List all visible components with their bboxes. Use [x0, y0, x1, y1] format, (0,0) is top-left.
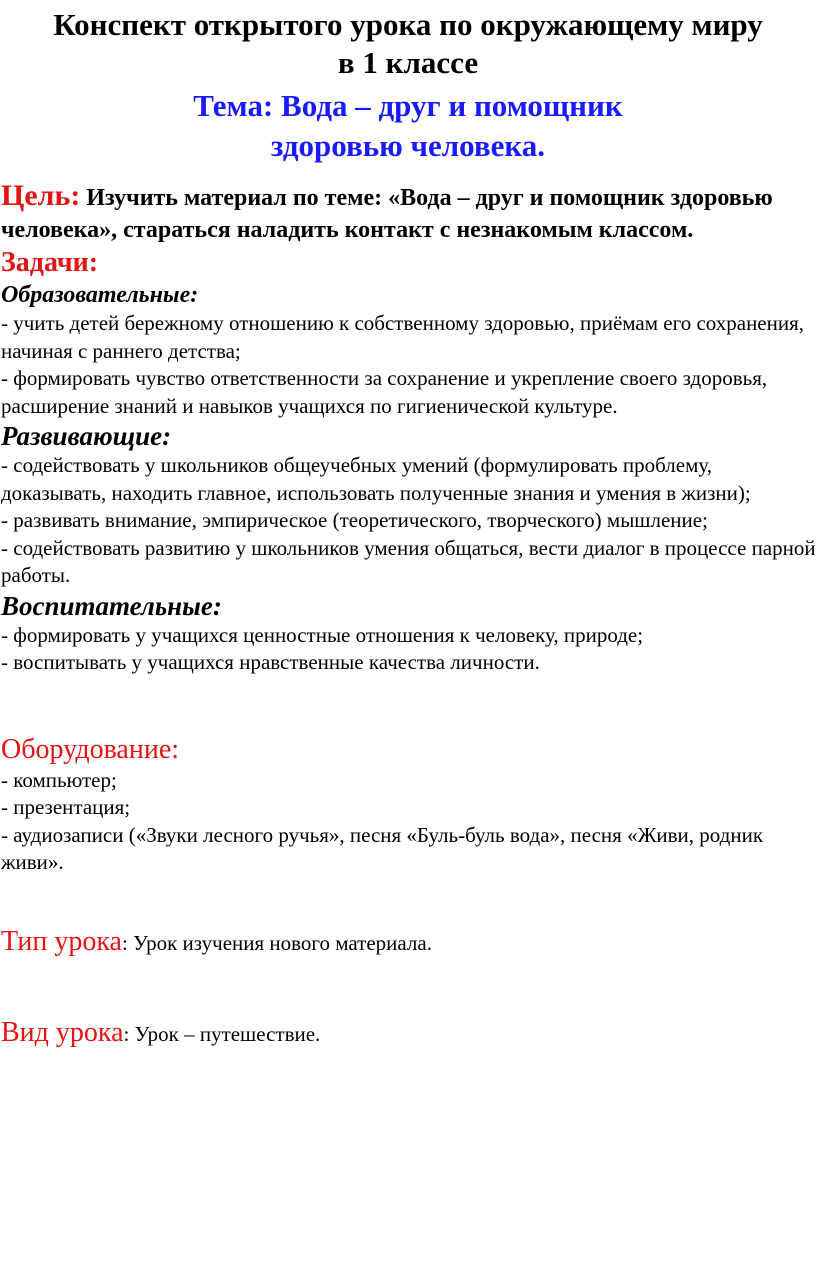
- equipment-heading: Оборудование:: [1, 733, 180, 765]
- list-item: - презентация;: [1, 795, 131, 819]
- list-item: - компьютер;: [1, 767, 117, 792]
- spacer: [0, 960, 816, 1016]
- document-title: [0, 0, 816, 82]
- goal-text: Изучить материал по теме: «Вода – друг и помощник здоровью человека», стараться наладить контакт с незнакомым классом.: [1, 185, 773, 243]
- topic-line-1: Тема: Вода – друг и помощник: [193, 88, 623, 123]
- list-item: - формировать у учащихся ценностные отношения к человеку, природе;: [1, 622, 644, 647]
- list-item: - учить детей бережному отношению к собственному здоровью, приёмам его сохранения, начиная с раннего детства;: [1, 311, 805, 363]
- spacer: [0, 677, 816, 733]
- tasks-heading: Задачи:: [1, 247, 99, 278]
- spacer: [0, 877, 816, 925]
- goal-label: Цель:: [1, 179, 81, 212]
- topic-line-2: здоровью человека.: [270, 128, 546, 163]
- lesson-topic: [0, 82, 816, 166]
- equipment-list: [0, 767, 816, 877]
- developing-heading: Развивающие:: [1, 421, 172, 451]
- list-item: - аудиозаписи («Звуки лесного ручья», песня «Буль-буль вода», песня «Живи, родник живи».: [1, 822, 764, 874]
- list-item: - содействовать у школьников общеучебных умений (формулировать проблему, доказывать, находить главное, использовать полученные знания и умения в жизни);: [1, 453, 751, 505]
- lesson-type-label: Тип урока: [1, 925, 122, 957]
- lesson-kind: [0, 1016, 816, 1051]
- upbringing-heading: Воспитательные:: [1, 590, 222, 621]
- list-item: - формировать чувство ответственности за сохранение и укрепление своего здоровья, расширение знаний и навыков учащихся по гигиенической культуре.: [1, 366, 768, 418]
- educational-heading: Образовательные:: [1, 282, 199, 308]
- title-line-1: Конспект открытого урока по окружающему миру: [53, 7, 763, 42]
- lesson-kind-label: Вид урока: [1, 1016, 124, 1048]
- lesson-goal: [0, 166, 816, 246]
- list-item: - воспитывать у учащихся нравственные качества личности.: [1, 650, 540, 674]
- educational-list: [0, 310, 816, 420]
- lesson-kind-text: : Урок – путешествие.: [123, 1021, 321, 1046]
- lesson-type: [0, 925, 816, 960]
- upbringing-list: [0, 622, 816, 677]
- title-line-2: в 1 классе: [337, 45, 479, 80]
- developing-list: [0, 452, 816, 590]
- list-item: - развивать внимание, эмпирическое (теоретического, творческого) мышление;: [1, 508, 708, 532]
- lesson-type-text: : Урок изучения нового материала.: [121, 930, 432, 955]
- list-item: - содействовать развитию у школьников умения общаться, вести диалог в процессе парной работы.: [1, 535, 816, 587]
